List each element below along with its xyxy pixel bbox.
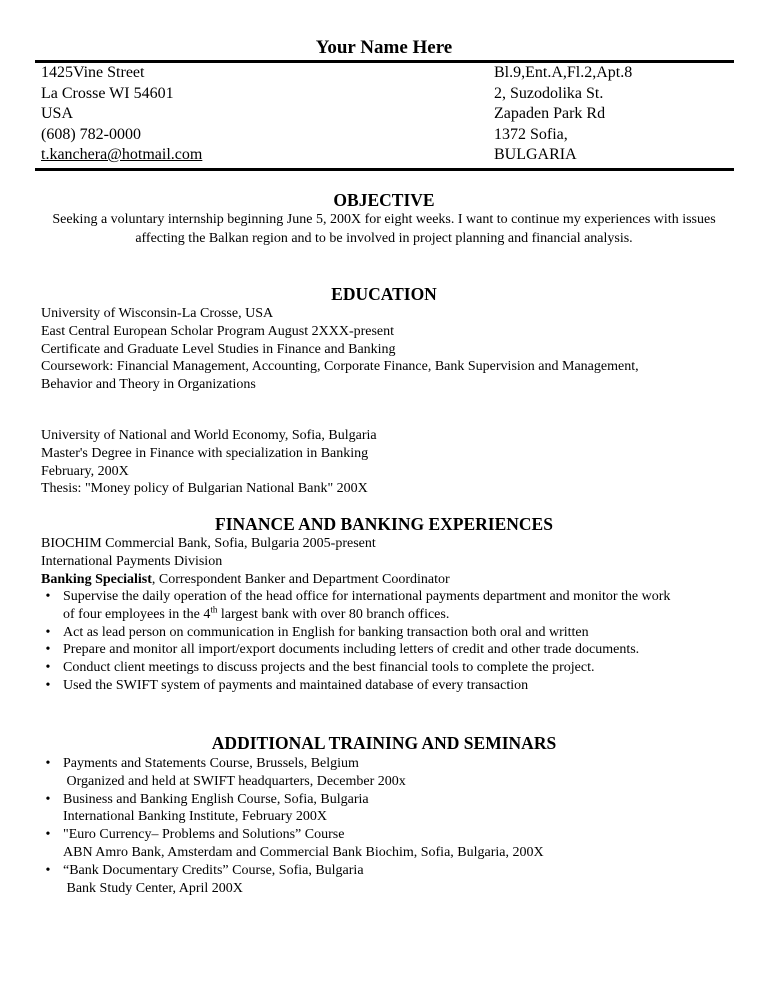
experience-heading: FINANCE AND BANKING EXPERIENCES — [215, 514, 553, 534]
list-item: • Prepare and monitor all import/export documents including letters of credit and other trade documents. — [41, 641, 681, 659]
address-line: 1372 Sofia, — [494, 125, 568, 143]
list-item: • Conduct client meetings to discuss projects and the best financial tools to complete the project. — [41, 659, 681, 677]
role-title: Banking Specialist — [41, 571, 152, 587]
list-item: • Payments and Statements Course, Brussels, Belgium Organized and held at SWIFT headquarters, December 200x — [41, 755, 681, 791]
bullet-icon: • — [45, 660, 51, 676]
address-line: La Crosse WI 54601 — [41, 84, 174, 102]
address-line: 1425Vine Street — [41, 64, 145, 81]
education-block-unwe — [41, 427, 661, 498]
education-line: Coursework: Financial Management, Accounting, Corporate Finance, Bank Supervision and Management, — [41, 359, 639, 375]
list-item: • "Euro Currency– Problems and Solutions” Course ABN Amro Bank, Amsterdam and Commercial Bank Biochim, Sofia, Bulgaria, 200X — [41, 826, 681, 862]
experience-header-block — [41, 535, 661, 588]
list-item: • Used the SWIFT system of payments and maintained database of every transaction — [41, 677, 681, 695]
list-item: • Act as lead person on communication in English for banking transaction both oral and written — [41, 624, 681, 642]
bullet-icon: • — [45, 827, 51, 843]
list-item: • “Bank Documentary Credits” Course, Sofia, Bulgaria Bank Study Center, April 200X — [41, 862, 681, 898]
education-line: University of Wisconsin-La Crosse, USA — [41, 306, 274, 321]
role-detail: , Correspondent Banker and Department Coordinator — [151, 571, 450, 587]
bullet-icon: • — [45, 862, 51, 878]
objective-text: Seeking a voluntary internship beginning June 5, 200X for eight weeks. I want to continue my experiences with issues affecting the Balkan region and to be involved in project planning and financial analysis. — [52, 212, 716, 246]
bullet-icon: • — [45, 624, 51, 640]
phone-number: (608) 782-0000 — [41, 125, 141, 143]
bullet-icon: • — [45, 642, 51, 658]
education-heading: EDUCATION — [331, 284, 437, 304]
education-line: Certificate and Graduate Level Studies in Finance and Banking — [41, 341, 396, 357]
bullet-icon: • — [45, 756, 51, 771]
education-line: Thesis: "Money policy of Bulgarian National Bank" 200X — [41, 481, 368, 497]
employer-line: BIOCHIM Commercial Bank, Sofia, Bulgaria 2005-present — [41, 536, 376, 551]
role-line — [41, 571, 661, 589]
bullet-icon: • — [45, 791, 51, 807]
training-heading: ADDITIONAL TRAINING AND SEMINARS — [211, 733, 557, 753]
address-usa — [41, 63, 202, 166]
experience-bullets — [41, 588, 681, 695]
email-link[interactable]: t.kanchera@hotmail.com — [41, 146, 203, 163]
education-block-uwl — [41, 305, 661, 394]
address-line: USA — [41, 105, 74, 122]
address-line: Zapaden Park Rd — [494, 105, 606, 122]
bullet-icon: • — [45, 677, 51, 693]
training-bullets — [41, 755, 681, 897]
address-bulgaria — [494, 63, 632, 166]
objective-heading: OBJECTIVE — [333, 190, 435, 210]
education-line: University of National and World Economy, Sofia, Bulgaria — [41, 428, 377, 443]
address-line: 2, Suzodolika St. — [494, 84, 604, 102]
address-line: Bl.9,Ent.A,Fl.2,Apt.8 — [494, 64, 633, 81]
division-line: International Payments Division — [41, 553, 223, 569]
education-line: Master's Degree in Finance with specialization in Banking — [41, 445, 369, 461]
education-line: February, 200X — [41, 463, 129, 479]
bullet-icon: • — [45, 589, 51, 604]
education-line: Behavior and Theory in Organizations — [41, 377, 256, 393]
list-item: • Business and Banking English Course, Sofia, Bulgaria International Banking Institute, February 200X — [41, 791, 681, 827]
resume-name: Your Name Here — [315, 37, 453, 58]
education-line: East Central European Scholar Program August 2XXX-present — [41, 323, 395, 339]
header-rule-bottom — [35, 168, 734, 171]
address-line: BULGARIA — [494, 146, 577, 163]
list-item: • Supervise the daily operation of the head office for international payments department and monitor the work of four employees in the 4th largest bank with over 80 branch offices. — [41, 588, 681, 624]
